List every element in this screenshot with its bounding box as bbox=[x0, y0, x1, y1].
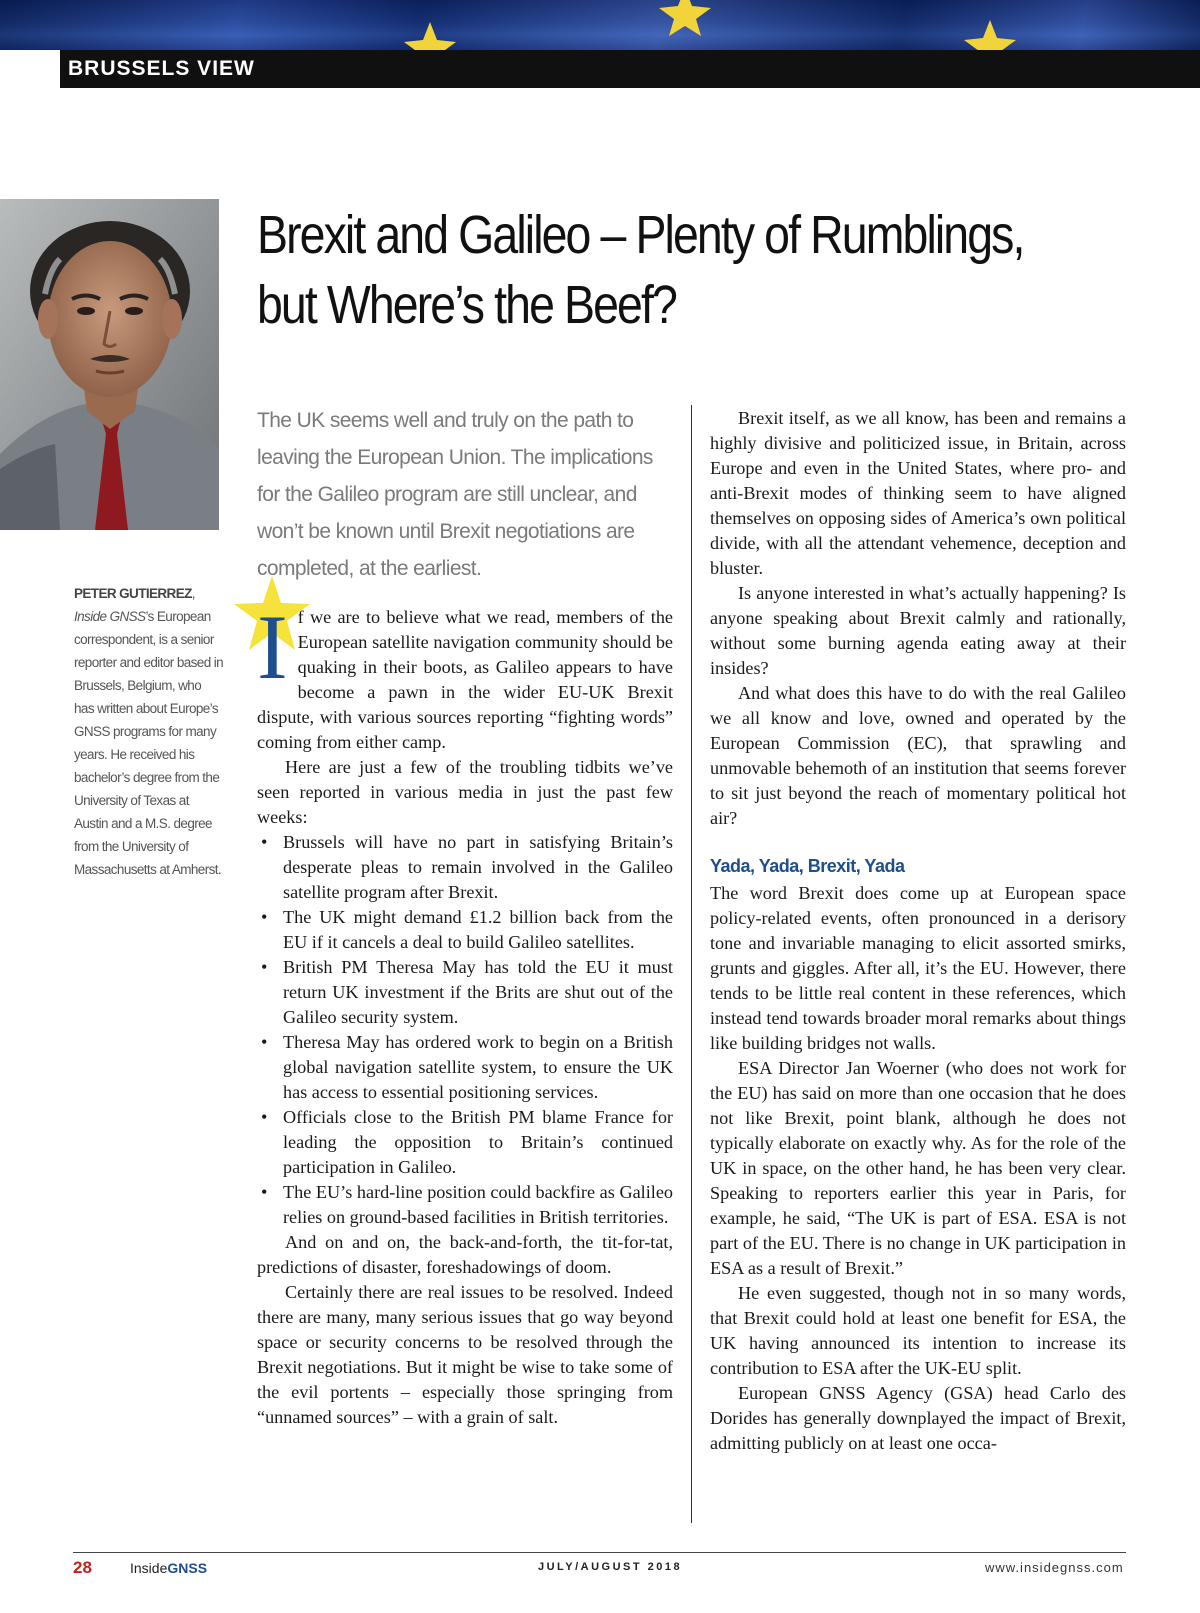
paragraph bbox=[257, 596, 673, 755]
list-item: • Officials close to the British PM blame France for leading the opposition to Britain’s continued participation in Galileo. bbox=[257, 1105, 673, 1180]
paragraph: And on and on, the back-and-forth, the tit-for-tat, predictions of disaster, foreshadowings of doom. bbox=[257, 1232, 673, 1277]
footer-rule bbox=[73, 1552, 1126, 1553]
article-headline: Brexit and Galileo – Plenty of Rumblings, but Where’s the Beef? bbox=[257, 205, 1024, 335]
website-url: www.insidegnss.com bbox=[985, 1560, 1124, 1575]
flag-star-icon bbox=[964, 20, 1016, 50]
paragraph: The word Brexit does come up at European space policy-related events, often pronounced in a derisory tone and invariable managing to elicit assorted smirks, grunts and giggles. After all, it’s the EU. However, there tends to be little real content in these references, which instead tend towards broader moral remarks about things like building bridges not walls. bbox=[710, 883, 1126, 1053]
paragraph: Certainly there are real issues to be resolved. Indeed there are many, many serious issues that go way beyond space or security concerns to be resolved through the Brexit negotiations. But it might be wise to take some of the evil portents – especially those springing from “unnamed sources” – with a grain of salt. bbox=[257, 1282, 673, 1427]
author-name: PETER GUTIERREZ bbox=[74, 586, 192, 601]
section-subhead: Yada, Yada, Brexit, Yada bbox=[710, 856, 905, 876]
eu-flag-banner bbox=[0, 0, 1200, 50]
magazine-name-bold: GNSS bbox=[167, 1560, 208, 1576]
flag-star-icon bbox=[404, 22, 456, 50]
section-bar bbox=[60, 50, 1200, 88]
bullet-list bbox=[257, 830, 673, 1230]
magazine-name-prefix: Inside bbox=[130, 1560, 168, 1576]
article-column-1 bbox=[257, 596, 673, 1430]
list-item: • The UK might demand £1.2 billion back from the EU if it cancels a deal to build Galileo satellites. bbox=[257, 905, 673, 955]
author-photo bbox=[0, 199, 219, 530]
section-label: BRUSSELS VIEW bbox=[68, 57, 255, 80]
column-divider bbox=[691, 405, 692, 1523]
paragraph: He even suggested, though not in so many words, that Brexit could hold at least one benefit for ESA, the UK having announced its intention to increase its contribution to ESA after the UK-EU split. bbox=[710, 1283, 1126, 1378]
author-name-comma: , bbox=[191, 586, 195, 601]
paragraph: And what does this have to do with the real Galileo we all know and love, owned and operated by the European Commission (EC), that sprawling and unmovable behemoth of an institution that seems forever to sit just beyond the reach of momentary political hot air? bbox=[710, 683, 1126, 828]
drop-cap: I bbox=[257, 596, 288, 698]
paragraph: ESA Director Jan Woerner (who does not work for the EU) has said on more than one occasion that he does not like Brexit, point blank, although he does not typically elaborate on exactly why. As for the role of the UK in space, on the other hand, he has been very clear. Speaking to reporters earlier this year in Paris, for example, he said, “The UK is part of ESA. ESA is not part of the EU. There is no change in UK participation in ESA as a result of Brexit.” bbox=[710, 1058, 1126, 1278]
author-bio bbox=[74, 582, 224, 881]
magazine-name bbox=[130, 1560, 207, 1576]
flag-stars bbox=[0, 0, 1200, 50]
paragraph: Here are just a few of the troubling tidbits we’ve seen reported in various media in just the past few weeks: bbox=[257, 757, 673, 827]
list-item: • Brussels will have no part in satisfying Britain’s desperate pleas to remain involved in the Galileo satellite program after Brexit. bbox=[257, 830, 673, 905]
issue-date: JULY/AUGUST 2018 bbox=[538, 1561, 683, 1573]
article-deck: The UK seems well and truly on the path to leaving the European Union. The implications for the Galileo program are still unclear, and won’t be known until Brexit negotiations are completed, at the earliest. bbox=[257, 409, 653, 580]
paragraph: Brexit itself, as we all know, has been and remains a highly divisive and politicized issue, in Britain, across Europe and even in the United States, where pro- and anti-Brexit modes of thinking seem to have aligned themselves on opposing sides of America’s own political divide, with all the attendant vehemence, deception and bluster. bbox=[710, 408, 1126, 578]
paragraph: Is anyone interested in what’s actually happening? Is anyone speaking about Brexit calmly and rationally, without some burning agenda eating away at their insides? bbox=[710, 583, 1126, 678]
author-bio-text: ’s European correspondent, is a senior reporter and editor based in Brussels, Belgium, who has written about Europe’s GNSS programs for many years. He received his bachelor’s degree from the University of Texas at Austin and a M.S. degree from the University of Massachusetts at Amherst. bbox=[74, 609, 224, 877]
list-item: • Theresa May has ordered work to begin on a British global navigation satellite system, to ensure the UK has access to essential positioning services. bbox=[257, 1030, 673, 1105]
article-column-2 bbox=[710, 406, 1126, 1456]
flag-star-icon bbox=[659, 0, 711, 36]
list-item: • British PM Theresa May has told the EU it must return UK investment if the Brits are shut out of the Galileo security system. bbox=[257, 955, 673, 1030]
paragraph-text: f we are to believe what we read, members of the European satellite navigation community should be quaking in their boots, as Galileo appears to have become a pawn in the wider EU-UK Brexit dispute, with various sources reporting “fighting words” coming from either camp. bbox=[257, 607, 673, 752]
paragraph: European GNSS Agency (GSA) head Carlo des Dorides has generally downplayed the impact of Brexit, admitting publicly on at least one occa- bbox=[710, 1383, 1126, 1453]
page-number: 28 bbox=[73, 1558, 92, 1577]
author-publication: Inside GNSS bbox=[74, 609, 146, 624]
list-item: • The EU’s hard-line position could backfire as Galileo relies on ground-based facilities in British territories. bbox=[257, 1180, 673, 1230]
